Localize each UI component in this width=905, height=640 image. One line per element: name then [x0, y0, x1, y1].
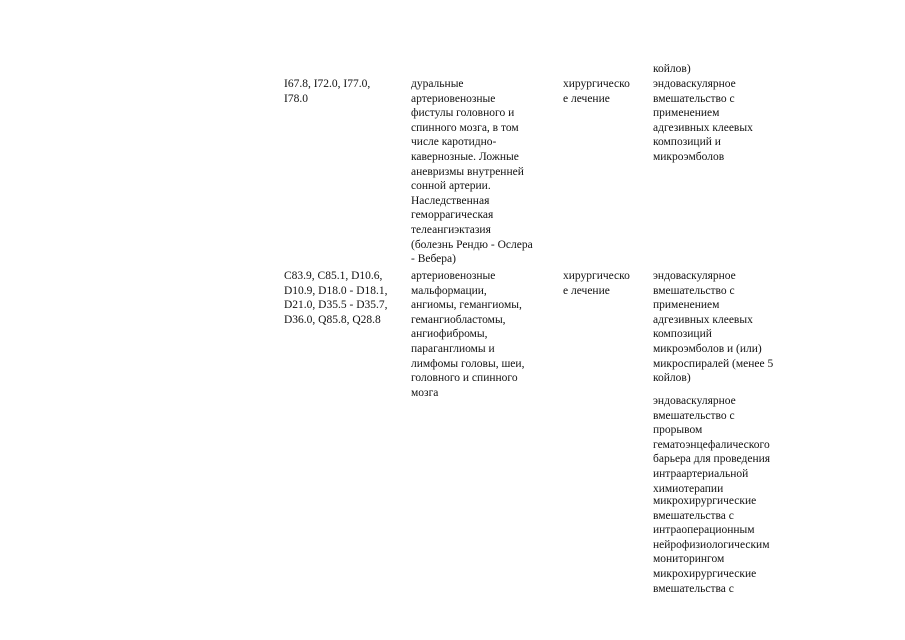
row-2-method-4: микрохирургические вмешательства с	[653, 568, 757, 595]
row-1-treatment-type: хирургическо е лечение	[563, 78, 630, 105]
row-1-diagnosis: дуральные артериовенозные фистулы головного и спинного мозга, в том числе каротидно- кавернозные. Ложные аневризмы внутренней сонной артерии. Наследственная геморрагическая телеангиэктазия (болезнь Рендю - Ослера - Вебера)	[411, 78, 533, 266]
method-continuation: койлов)	[653, 63, 691, 75]
row-2-diagnosis: артериовенозные мальформации, ангиомы, гемангиомы, гемангиобластомы, ангиофибромы, параганглиомы и лимфомы головы, шеи, головного и спинного мозга	[411, 270, 525, 399]
row-2-method-2: эндоваскулярное вмешательство с прорывом гематоэнцефалического барьера для проведения интраартериальной химиотерапии	[653, 395, 771, 495]
row-2-method-1: эндоваскулярное вмешательство с применением адгезивных клеевых композиций микроэмболов и (или) микроспиралей (менее 5 койлов)	[653, 270, 774, 385]
row-2-method-3: микрохирургические вмешательства с интраоперационным нейрофизиологическим мониторингом	[653, 495, 770, 566]
row-1-method-1: эндоваскулярное вмешательство с применением адгезивных клеевых композиций и микроэмболов	[653, 78, 753, 163]
row-1-codes: I67.8, I72.0, I77.0, I78.0	[284, 78, 371, 105]
row-2-treatment-type: хирургическо е лечение	[563, 270, 630, 297]
row-2-codes: C83.9, C85.1, D10.6, D10.9, D18.0 - D18.1, D21.0, D35.5 - D35.7, D36.0, Q85.8, Q28.8	[284, 270, 388, 326]
